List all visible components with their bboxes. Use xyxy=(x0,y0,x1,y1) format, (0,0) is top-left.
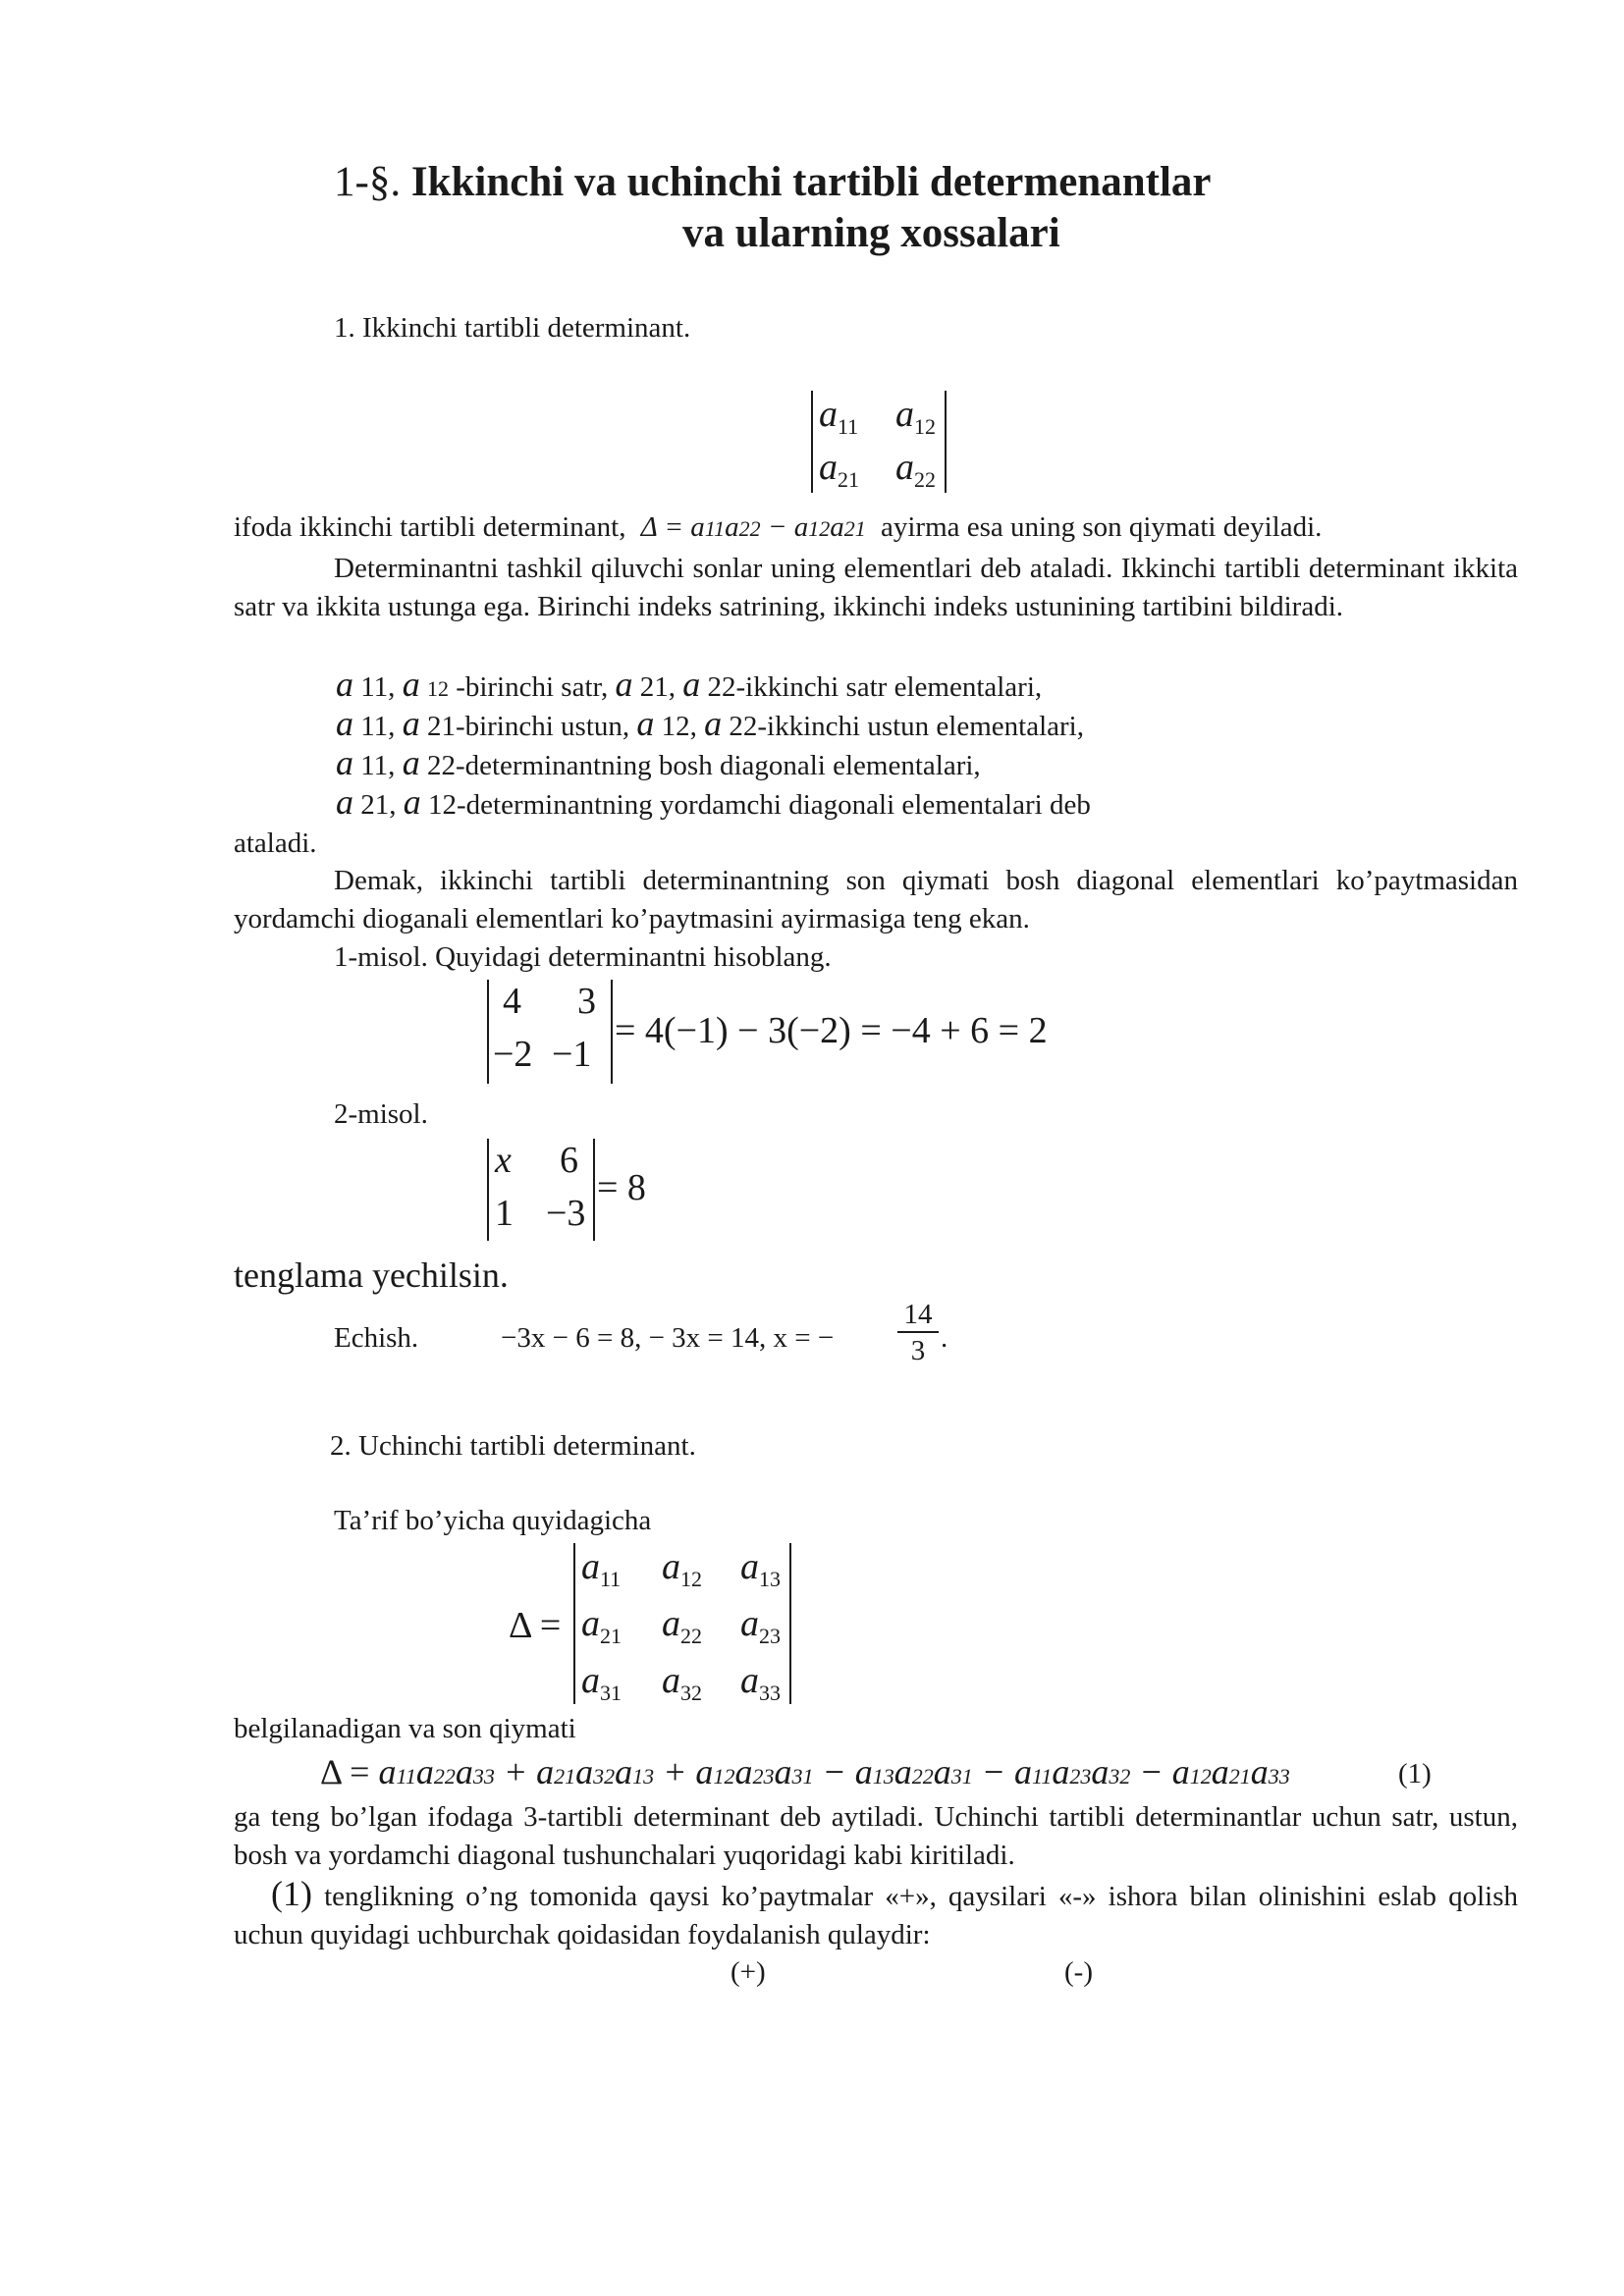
det-a12: $a_{12}$ xyxy=(895,394,936,439)
fraction-denominator: 3 xyxy=(910,1335,926,1366)
det2-definition-line: ifoda ikkinchi tartibli determinant, Δ = a11a22 − a12a21 ayirma esa uning son qiymati deyiladi. xyxy=(234,511,1323,543)
det-a22: $a_{22}$ xyxy=(662,1603,702,1648)
det2-example2 xyxy=(487,1139,595,1241)
sign-plus: (+) xyxy=(731,1956,766,1988)
formula-number: (1) xyxy=(1398,1758,1432,1789)
det-cell: −1 xyxy=(552,1034,592,1075)
delta-formula-2x2: Δ = a11a22 − a12a21 xyxy=(640,511,866,543)
list-item: a 11, a 22-determinantning bosh diagonali elementalari, xyxy=(336,743,981,782)
solution-label: Echish. xyxy=(334,1322,419,1354)
title-prefix: 1-§. xyxy=(334,159,411,205)
det2-generic xyxy=(811,391,947,493)
det-a12: $a_{12}$ xyxy=(662,1546,702,1591)
solution-fraction xyxy=(897,1298,939,1368)
page-title xyxy=(334,157,1211,208)
det-a33: $a_{33}$ xyxy=(740,1660,781,1705)
det-cell: 3 xyxy=(577,981,596,1022)
det-cell: −2 xyxy=(493,1034,533,1075)
det-cell: −3 xyxy=(546,1193,586,1234)
sign-minus: (-) xyxy=(1064,1956,1093,1988)
list-item: a 11, a 21-birinchi ustun, a 12, a 22-ikkinchi ustun elementalari, xyxy=(336,704,1084,743)
paragraph-elements: Determinantni tashkil qiluvchi sonlar uning elementlari deb ataladi. Ikkinchi tartibli determinant ikkita satr va ikkita ustunga ega. Birinchi indeks satrining, ikkinchi indeks ustunining tartibini bildiradi. xyxy=(234,553,1518,622)
section2-heading: 2. Uchinchi tartibli determinant. xyxy=(330,1430,696,1462)
delta-label: Δ = xyxy=(509,1605,562,1646)
list-item: a 21, a 12-determinantning yordamchi diagonali elementalari deb xyxy=(336,782,1091,822)
det-cell: 6 xyxy=(560,1140,578,1181)
example1-label: 1-misol. Quyidagi determinantni hisoblang. xyxy=(334,941,832,973)
det-a21: $a_{21}$ xyxy=(581,1603,622,1648)
det2-example1 xyxy=(487,980,613,1084)
example2-label: 2-misol. xyxy=(334,1098,428,1130)
title-line2: va ularning xossalari xyxy=(682,210,1060,256)
formula-ref: (1) xyxy=(271,1874,312,1913)
list-item: a 11, a 12 -birinchi satr, a 21, a 22-ikkinchi satr elementalari, xyxy=(336,665,1043,704)
solution-end: . xyxy=(941,1322,948,1354)
det-cell: 1 xyxy=(495,1193,514,1234)
title-line1: Ikkinchi va uchinchi tartibli determenantlar xyxy=(410,159,1212,205)
paragraph-triangle-rule: (1) tenglikning o’ng tomonida qaysi ko’paytmalar «+», qaysilari «-» ishora bilan olinishini eslab qolish uchun quyidagi uchburchak qoidasidan foydalanish qulaydir: xyxy=(234,1874,1518,1950)
example1-result: = 4(−1) − 3(−2) = −4 + 6 = 2 xyxy=(615,1010,1048,1051)
paragraph-conclusion: Demak, ikkinchi tartibli determinantning son qiymati bosh diagonal elementlari ko’paytmasidan yordamchi dioganali elementlari ko’paytmasini ayirmasiga teng ekan. xyxy=(234,865,1518,934)
det-a22: $a_{22}$ xyxy=(895,447,936,492)
det-cell: 4 xyxy=(503,981,521,1022)
fraction-numerator: 14 xyxy=(903,1299,933,1330)
list-end: ataladi. xyxy=(234,828,317,859)
det-a23: $a_{23}$ xyxy=(740,1603,781,1648)
example2-result: = 8 xyxy=(597,1167,646,1208)
paragraph-definition: ga teng bo’lgan ifodaga 3-tartibli determinant deb aytiladi. Uchinchi tartibli determinantlar uchun satr, ustun, bosh va yordamchi diagonal tushunchalari yuqoridagi kabi kiritiladi. xyxy=(234,1801,1518,1871)
det-a11: $a_{11}$ xyxy=(819,394,859,439)
det-a13: $a_{13}$ xyxy=(740,1546,781,1591)
page-title-line2 xyxy=(682,208,1060,259)
section2-intro: Ta’rif bo’yicha quyidagicha xyxy=(334,1505,652,1536)
det-a11: $a_{11}$ xyxy=(581,1546,622,1591)
det3-generic xyxy=(573,1543,791,1704)
det3-formula: Δ = a11a22a33 + a21a32a13 + a12a23a31 − a13a22a31 − a11a23a32 − a12a21a33 xyxy=(320,1752,1290,1791)
det-a21: $a_{21}$ xyxy=(819,447,859,492)
value-line: belgilanadigan va son qiymati xyxy=(234,1713,576,1744)
det-cell: x xyxy=(495,1140,512,1181)
solution-equation: −3x − 6 = 8, − 3x = 14, x = − xyxy=(501,1322,835,1354)
section1-heading: 1. Ikkinchi tartibli determinant. xyxy=(334,312,691,344)
det-a31: $a_{31}$ xyxy=(581,1660,622,1705)
example2-text: tenglama yechilsin. xyxy=(234,1255,509,1295)
det-a32: $a_{32}$ xyxy=(662,1660,702,1705)
